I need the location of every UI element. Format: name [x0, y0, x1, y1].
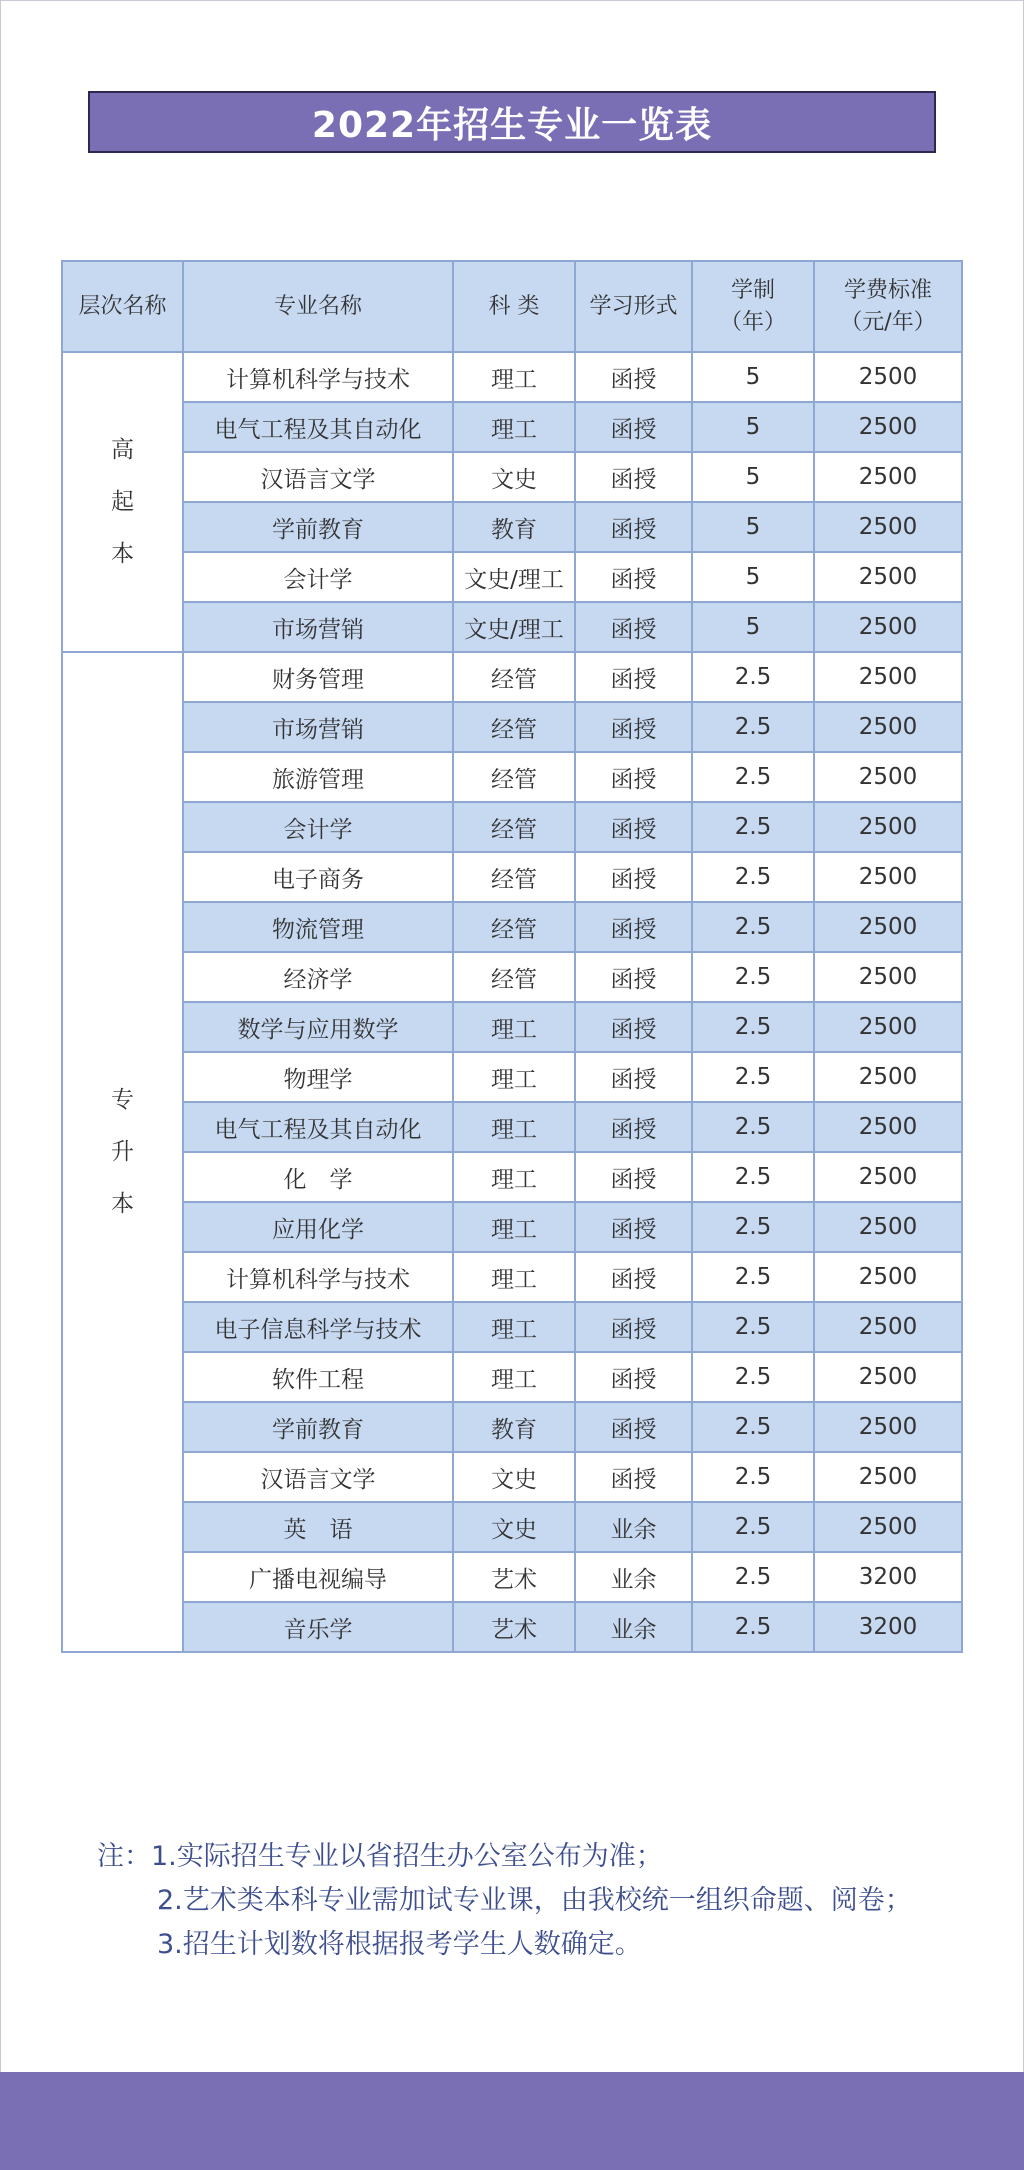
duration-cell: 2.5: [692, 802, 814, 852]
duration-cell: 5: [692, 452, 814, 502]
header-level: 层次名称: [62, 261, 183, 352]
form-cell: 业余: [575, 1552, 692, 1602]
major-cell: 学前教育: [183, 502, 453, 552]
table-row: [62, 1452, 962, 1502]
page-title: 2022年招生专业一览表: [88, 91, 936, 153]
duration-cell: 2.5: [692, 752, 814, 802]
category-cell: 经管: [453, 952, 575, 1002]
footer-band: [0, 2072, 1024, 2170]
major-cell: 计算机科学与技术: [183, 1252, 453, 1302]
fee-cell: 2500: [814, 952, 962, 1002]
table-row: [62, 802, 962, 852]
form-cell: 函授: [575, 902, 692, 952]
level-cell: [62, 352, 183, 652]
form-cell: 函授: [575, 452, 692, 502]
form-cell: 函授: [575, 502, 692, 552]
major-cell: 应用化学: [183, 1202, 453, 1252]
category-cell: 理工: [453, 1052, 575, 1102]
table-row: [62, 1302, 962, 1352]
fee-cell: 2500: [814, 1052, 962, 1102]
category-cell: 经管: [453, 652, 575, 702]
category-cell: 理工: [453, 1002, 575, 1052]
form-cell: 函授: [575, 602, 692, 652]
fee-cell: 2500: [814, 1102, 962, 1152]
category-cell: 文史: [453, 1452, 575, 1502]
fee-cell: 2500: [814, 502, 962, 552]
header-duration-line1: 学制: [730, 277, 775, 303]
level-char: 本: [111, 1191, 134, 1217]
fee-cell: 2500: [814, 852, 962, 902]
enrollment-table: [61, 260, 963, 1653]
duration-cell: 2.5: [692, 902, 814, 952]
major-cell: 财务管理: [183, 652, 453, 702]
duration-cell: 2.5: [692, 1602, 814, 1652]
level-char: 起: [111, 489, 134, 515]
category-cell: 经管: [453, 802, 575, 852]
header-duration: [692, 261, 814, 352]
fee-cell: 2500: [814, 402, 962, 452]
duration-cell: 2.5: [692, 1202, 814, 1252]
category-cell: 教育: [453, 1402, 575, 1452]
form-cell: 函授: [575, 1452, 692, 1502]
category-cell: 艺术: [453, 1602, 575, 1652]
table-row: [62, 702, 962, 752]
category-cell: 理工: [453, 352, 575, 402]
form-cell: 函授: [575, 752, 692, 802]
major-cell: 经济学: [183, 952, 453, 1002]
table-row: [62, 1202, 962, 1252]
duration-cell: 2.5: [692, 1302, 814, 1352]
major-cell: 电气工程及其自动化: [183, 402, 453, 452]
table-row: [62, 1152, 962, 1202]
duration-cell: 5: [692, 552, 814, 602]
form-cell: 函授: [575, 1302, 692, 1352]
table-row: [62, 402, 962, 452]
category-cell: 理工: [453, 1252, 575, 1302]
fee-cell: 2500: [814, 1352, 962, 1402]
major-cell: 英 语: [183, 1502, 453, 1552]
form-cell: 函授: [575, 702, 692, 752]
category-cell: 教育: [453, 502, 575, 552]
table-header-row: [62, 261, 962, 352]
category-cell: 文史/理工: [453, 602, 575, 652]
category-cell: 理工: [453, 1352, 575, 1402]
fee-cell: 2500: [814, 1202, 962, 1252]
table-row: [62, 1602, 962, 1652]
duration-cell: 2.5: [692, 952, 814, 1002]
table-row: [62, 1552, 962, 1602]
header-major: 专业名称: [183, 261, 453, 352]
major-cell: 会计学: [183, 802, 453, 852]
major-cell: 学前教育: [183, 1402, 453, 1452]
category-cell: 文史/理工: [453, 552, 575, 602]
table-row: [62, 352, 962, 402]
duration-cell: 5: [692, 402, 814, 452]
major-cell: 市场营销: [183, 602, 453, 652]
major-cell: 汉语言文学: [183, 1452, 453, 1502]
duration-cell: 2.5: [692, 702, 814, 752]
form-cell: 函授: [575, 1402, 692, 1452]
table-body: [62, 352, 962, 1652]
duration-cell: 2.5: [692, 1252, 814, 1302]
duration-cell: 2.5: [692, 1452, 814, 1502]
header-category: 科 类: [453, 261, 575, 352]
duration-cell: 5: [692, 352, 814, 402]
major-cell: 音乐学: [183, 1602, 453, 1652]
major-cell: 广播电视编导: [183, 1552, 453, 1602]
table-row: [62, 1402, 962, 1452]
header-form: 学习形式: [575, 261, 692, 352]
fee-cell: 3200: [814, 1602, 962, 1652]
form-cell: 函授: [575, 852, 692, 902]
level-cell: [62, 652, 183, 1652]
category-cell: 理工: [453, 1202, 575, 1252]
duration-cell: 5: [692, 602, 814, 652]
major-cell: 软件工程: [183, 1352, 453, 1402]
table-row: [62, 552, 962, 602]
table-row: [62, 902, 962, 952]
form-cell: 函授: [575, 1352, 692, 1402]
duration-cell: 2.5: [692, 1102, 814, 1152]
level-char: 升: [111, 1139, 134, 1165]
level-char: 本: [111, 541, 134, 567]
fee-cell: 2500: [814, 1252, 962, 1302]
table-row: [62, 502, 962, 552]
category-cell: 理工: [453, 1302, 575, 1352]
category-cell: 理工: [453, 1102, 575, 1152]
fee-cell: 2500: [814, 1402, 962, 1452]
major-cell: 电子信息科学与技术: [183, 1302, 453, 1352]
category-cell: 理工: [453, 402, 575, 452]
level-char: 高: [111, 437, 134, 463]
header-fee-line2: （元/年）: [840, 309, 936, 335]
fee-cell: 2500: [814, 802, 962, 852]
table-row: [62, 1252, 962, 1302]
note-line: 2.艺术类本科专业需加试专业课，由我校统一组织命题、阅卷；: [157, 1885, 912, 1916]
form-cell: 函授: [575, 952, 692, 1002]
fee-cell: 2500: [814, 1002, 962, 1052]
category-cell: 经管: [453, 852, 575, 902]
level-char: 专: [111, 1087, 134, 1113]
table-row: [62, 652, 962, 702]
fee-cell: 2500: [814, 752, 962, 802]
fee-cell: 2500: [814, 452, 962, 502]
note-line: 注：1.实际招生专业以省招生办公室公布为准；: [97, 1841, 663, 1872]
major-cell: 数学与应用数学: [183, 1002, 453, 1052]
fee-cell: 2500: [814, 1302, 962, 1352]
form-cell: 函授: [575, 1102, 692, 1152]
table-row: [62, 1352, 962, 1402]
duration-cell: 2.5: [692, 1002, 814, 1052]
duration-cell: 2.5: [692, 1552, 814, 1602]
form-cell: 函授: [575, 352, 692, 402]
table-row: [62, 602, 962, 652]
major-cell: 汉语言文学: [183, 452, 453, 502]
major-cell: 物流管理: [183, 902, 453, 952]
category-cell: 理工: [453, 1152, 575, 1202]
duration-cell: 2.5: [692, 1152, 814, 1202]
fee-cell: 2500: [814, 552, 962, 602]
duration-cell: 2.5: [692, 852, 814, 902]
major-cell: 会计学: [183, 552, 453, 602]
form-cell: 函授: [575, 1152, 692, 1202]
form-cell: 函授: [575, 1202, 692, 1252]
table-row: [62, 952, 962, 1002]
duration-cell: 2.5: [692, 1502, 814, 1552]
category-cell: 经管: [453, 702, 575, 752]
duration-cell: 2.5: [692, 1352, 814, 1402]
form-cell: 函授: [575, 402, 692, 452]
form-cell: 函授: [575, 552, 692, 602]
table-row: [62, 1052, 962, 1102]
fee-cell: 2500: [814, 902, 962, 952]
table-row: [62, 452, 962, 502]
fee-cell: 2500: [814, 1152, 962, 1202]
category-cell: 文史: [453, 1502, 575, 1552]
fee-cell: 2500: [814, 352, 962, 402]
major-cell: 计算机科学与技术: [183, 352, 453, 402]
duration-cell: 2.5: [692, 652, 814, 702]
note-line: 3.招生计划数将根据报考学生人数确定。: [157, 1929, 642, 1960]
fee-cell: 2500: [814, 652, 962, 702]
header-duration-line2: （年）: [719, 309, 786, 335]
duration-cell: 2.5: [692, 1402, 814, 1452]
form-cell: 业余: [575, 1502, 692, 1552]
form-cell: 函授: [575, 652, 692, 702]
form-cell: 业余: [575, 1602, 692, 1652]
table-row: [62, 1102, 962, 1152]
table-row: [62, 1002, 962, 1052]
form-cell: 函授: [575, 1052, 692, 1102]
fee-cell: 3200: [814, 1552, 962, 1602]
header-fee-line1: 学费标准: [843, 277, 932, 303]
major-cell: 物理学: [183, 1052, 453, 1102]
table-row: [62, 852, 962, 902]
major-cell: 化 学: [183, 1152, 453, 1202]
form-cell: 函授: [575, 802, 692, 852]
notes-block: [97, 1835, 977, 1967]
major-cell: 电子商务: [183, 852, 453, 902]
major-cell: 市场营销: [183, 702, 453, 752]
table-row: [62, 752, 962, 802]
major-cell: 旅游管理: [183, 752, 453, 802]
category-cell: 经管: [453, 902, 575, 952]
duration-cell: 2.5: [692, 1052, 814, 1102]
category-cell: 经管: [453, 752, 575, 802]
major-cell: 电气工程及其自动化: [183, 1102, 453, 1152]
category-cell: 文史: [453, 452, 575, 502]
form-cell: 函授: [575, 1002, 692, 1052]
fee-cell: 2500: [814, 702, 962, 752]
form-cell: 函授: [575, 1252, 692, 1302]
fee-cell: 2500: [814, 1502, 962, 1552]
header-fee: [814, 261, 962, 352]
category-cell: 艺术: [453, 1552, 575, 1602]
fee-cell: 2500: [814, 602, 962, 652]
duration-cell: 5: [692, 502, 814, 552]
table-row: [62, 1502, 962, 1552]
fee-cell: 2500: [814, 1452, 962, 1502]
